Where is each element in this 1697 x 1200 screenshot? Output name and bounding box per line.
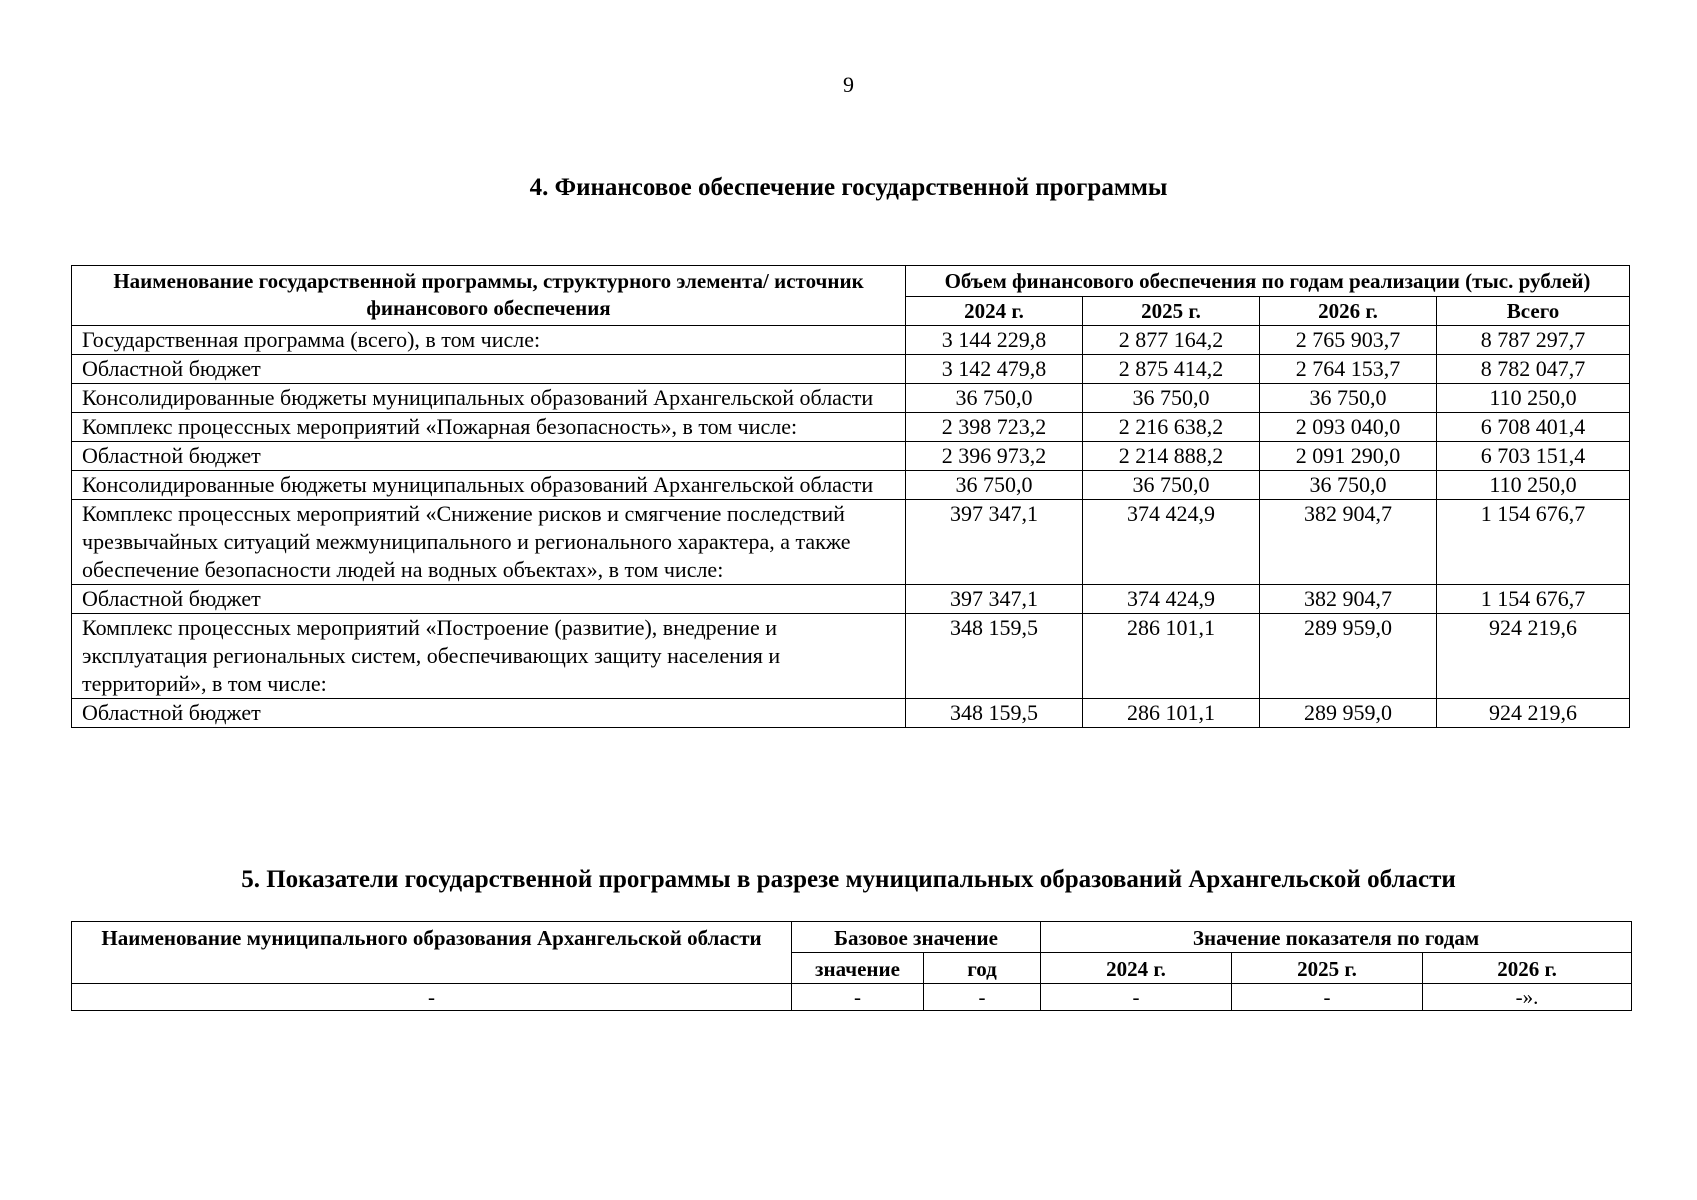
cell-municipality: - <box>72 984 792 1011</box>
value-2024: 36 750,0 <box>906 471 1083 500</box>
column-header-year: год <box>924 953 1041 984</box>
value-2026: 2 764 153,7 <box>1260 355 1437 384</box>
table-row <box>72 413 1630 442</box>
value-2024: 2 398 723,2 <box>906 413 1083 442</box>
value-2025: 2 214 888,2 <box>1083 442 1260 471</box>
cell-base-value: - <box>792 984 924 1011</box>
table-row <box>72 355 1630 384</box>
column-header-indicator-by-years: Значение показателя по годам <box>1041 922 1632 953</box>
column-header-name: Наименование государственной программы, структурного элемента/ источник финансового обеспечения <box>72 266 906 326</box>
value-total: 6 708 401,4 <box>1437 413 1630 442</box>
cell-base-year: - <box>924 984 1041 1011</box>
row-name: Комплекс процессных мероприятий «Пожарная безопасность», в том числе: <box>72 413 906 442</box>
value-2024: 397 347,1 <box>906 585 1083 614</box>
column-header-value: значение <box>792 953 924 984</box>
column-header-2026: 2026 г. <box>1260 297 1437 326</box>
row-name: Консолидированные бюджеты муниципальных образований Архангельской области <box>72 471 906 500</box>
table-row <box>72 585 1630 614</box>
value-2025: 2 877 164,2 <box>1083 326 1260 355</box>
table-row <box>72 326 1630 355</box>
section-4-title: 4. Финансовое обеспечение государственной программы <box>529 174 1168 201</box>
table-row <box>72 384 1630 413</box>
column-header-2025: 2025 г. <box>1232 953 1423 984</box>
column-header-2024: 2024 г. <box>906 297 1083 326</box>
value-2026: 289 959,0 <box>1260 699 1437 728</box>
value-total: 6 703 151,4 <box>1437 442 1630 471</box>
table-row <box>72 471 1630 500</box>
value-2024: 3 144 229,8 <box>906 326 1083 355</box>
value-2025: 374 424,9 <box>1083 585 1260 614</box>
value-2026: 2 091 290,0 <box>1260 442 1437 471</box>
value-2025: 374 424,9 <box>1083 500 1260 585</box>
value-total: 110 250,0 <box>1437 471 1630 500</box>
row-name: Комплекс процессных мероприятий «Снижение рисков и смягчение последствий чрезвычайных ситуаций межмуниципального и регионального характера, а также обеспечение безопасности людей на водных объектах», в том числе: <box>72 500 906 585</box>
row-name: Государственная программа (всего), в том числе: <box>72 326 906 355</box>
table-row <box>72 614 1630 699</box>
table-row <box>72 442 1630 471</box>
value-2024: 3 142 479,8 <box>906 355 1083 384</box>
section-5-title: 5. Показатели государственной программы в разрезе муниципальных образований Архангельской области <box>241 866 1456 893</box>
indicators-table <box>71 921 1632 1011</box>
value-2025: 36 750,0 <box>1083 384 1260 413</box>
value-2025: 36 750,0 <box>1083 471 1260 500</box>
cell-2025: - <box>1232 984 1423 1011</box>
value-2026: 382 904,7 <box>1260 585 1437 614</box>
row-name: Консолидированные бюджеты муниципальных образований Архангельской области <box>72 384 906 413</box>
column-header-2025: 2025 г. <box>1083 297 1260 326</box>
value-2025: 2 875 414,2 <box>1083 355 1260 384</box>
value-2026: 2 765 903,7 <box>1260 326 1437 355</box>
value-2024: 36 750,0 <box>906 384 1083 413</box>
column-header-volume: Объем финансового обеспечения по годам реализации (тыс. рублей) <box>906 266 1630 297</box>
value-2024: 2 396 973,2 <box>906 442 1083 471</box>
value-total: 110 250,0 <box>1437 384 1630 413</box>
cell-2024: - <box>1041 984 1232 1011</box>
value-2025: 286 101,1 <box>1083 699 1260 728</box>
row-name: Областной бюджет <box>72 442 906 471</box>
value-total: 1 154 676,7 <box>1437 500 1630 585</box>
row-name: Комплекс процессных мероприятий «Построение (развитие), внедрение и эксплуатация региональных систем, обеспечивающих защиту населения и территорий», в том числе: <box>72 614 906 699</box>
column-header-municipality: Наименование муниципального образования Архангельской области <box>72 922 792 984</box>
financing-header-row <box>72 266 1630 297</box>
value-2026: 36 750,0 <box>1260 384 1437 413</box>
column-header-base-value: Базовое значение <box>792 922 1041 953</box>
table-row <box>72 984 1632 1011</box>
page-number: 9 <box>843 72 854 97</box>
column-header-2026: 2026 г. <box>1423 953 1632 984</box>
table-row <box>72 699 1630 728</box>
indicators-header-row <box>72 922 1632 953</box>
value-total: 8 787 297,7 <box>1437 326 1630 355</box>
value-2026: 36 750,0 <box>1260 471 1437 500</box>
cell-2026: -». <box>1423 984 1632 1011</box>
table-row <box>72 500 1630 585</box>
row-name: Областной бюджет <box>72 585 906 614</box>
value-total: 924 219,6 <box>1437 614 1630 699</box>
value-2026: 382 904,7 <box>1260 500 1437 585</box>
value-2025: 2 216 638,2 <box>1083 413 1260 442</box>
value-total: 8 782 047,7 <box>1437 355 1630 384</box>
value-total: 1 154 676,7 <box>1437 585 1630 614</box>
row-name: Областной бюджет <box>72 355 906 384</box>
value-2026: 289 959,0 <box>1260 614 1437 699</box>
value-2024: 397 347,1 <box>906 500 1083 585</box>
value-2024: 348 159,5 <box>906 614 1083 699</box>
row-name: Областной бюджет <box>72 699 906 728</box>
value-2026: 2 093 040,0 <box>1260 413 1437 442</box>
value-total: 924 219,6 <box>1437 699 1630 728</box>
column-header-total: Всего <box>1437 297 1630 326</box>
value-2025: 286 101,1 <box>1083 614 1260 699</box>
column-header-2024: 2024 г. <box>1041 953 1232 984</box>
financing-table <box>71 265 1630 728</box>
value-2024: 348 159,5 <box>906 699 1083 728</box>
